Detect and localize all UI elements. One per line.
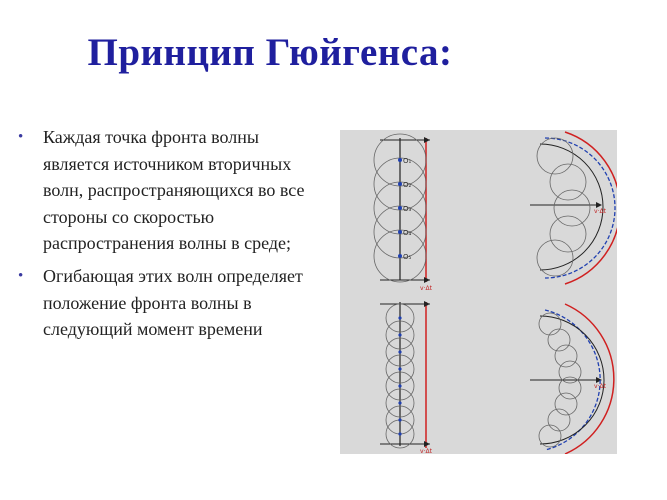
bullet-item-2 xyxy=(18,263,318,343)
svg-text:O₃: O₃ xyxy=(403,205,412,213)
spherical-wave-bottom xyxy=(530,304,614,454)
bullet-list xyxy=(18,124,318,349)
new-front-arc xyxy=(565,304,614,454)
plane-wave-top xyxy=(374,134,433,292)
bullet-marker: • xyxy=(18,129,24,145)
svg-text:O₂: O₂ xyxy=(403,181,412,189)
axis-label: v·Δt xyxy=(420,285,432,292)
bullet-text-1: Каждая точка фронта волны является источником вторичных волн, распространяющихся во все стороны со скоростью распространения волны в среде; xyxy=(43,127,305,254)
slide-title: Принцип Гюйгенса: xyxy=(87,31,453,74)
arrow-head xyxy=(424,301,430,307)
bullet-item-1 xyxy=(18,124,318,257)
secondary-wavelets-top-right xyxy=(537,138,590,276)
svg-text:O₅: O₅ xyxy=(403,253,412,261)
axis-label: v·Δt xyxy=(594,383,606,390)
spherical-wave-top xyxy=(530,132,617,284)
svg-text:O₁: O₁ xyxy=(403,157,412,165)
plane-wave-bottom xyxy=(380,301,433,454)
source-labels-top xyxy=(403,157,412,261)
svg-text:O₄: O₄ xyxy=(403,229,412,237)
huygens-diagram-svg xyxy=(340,130,617,454)
axis-label: v·Δt xyxy=(594,208,606,215)
huygens-diagram xyxy=(340,130,617,454)
arrow-head xyxy=(424,277,430,283)
axis-label: v·Δt xyxy=(420,448,432,454)
bullet-text-2: Огибающая этих волн определяет положение фронта волны в следующий момент времени xyxy=(43,265,303,340)
arrow-head xyxy=(424,137,430,143)
bullet-marker: • xyxy=(18,267,24,284)
arrow-head xyxy=(424,441,430,447)
